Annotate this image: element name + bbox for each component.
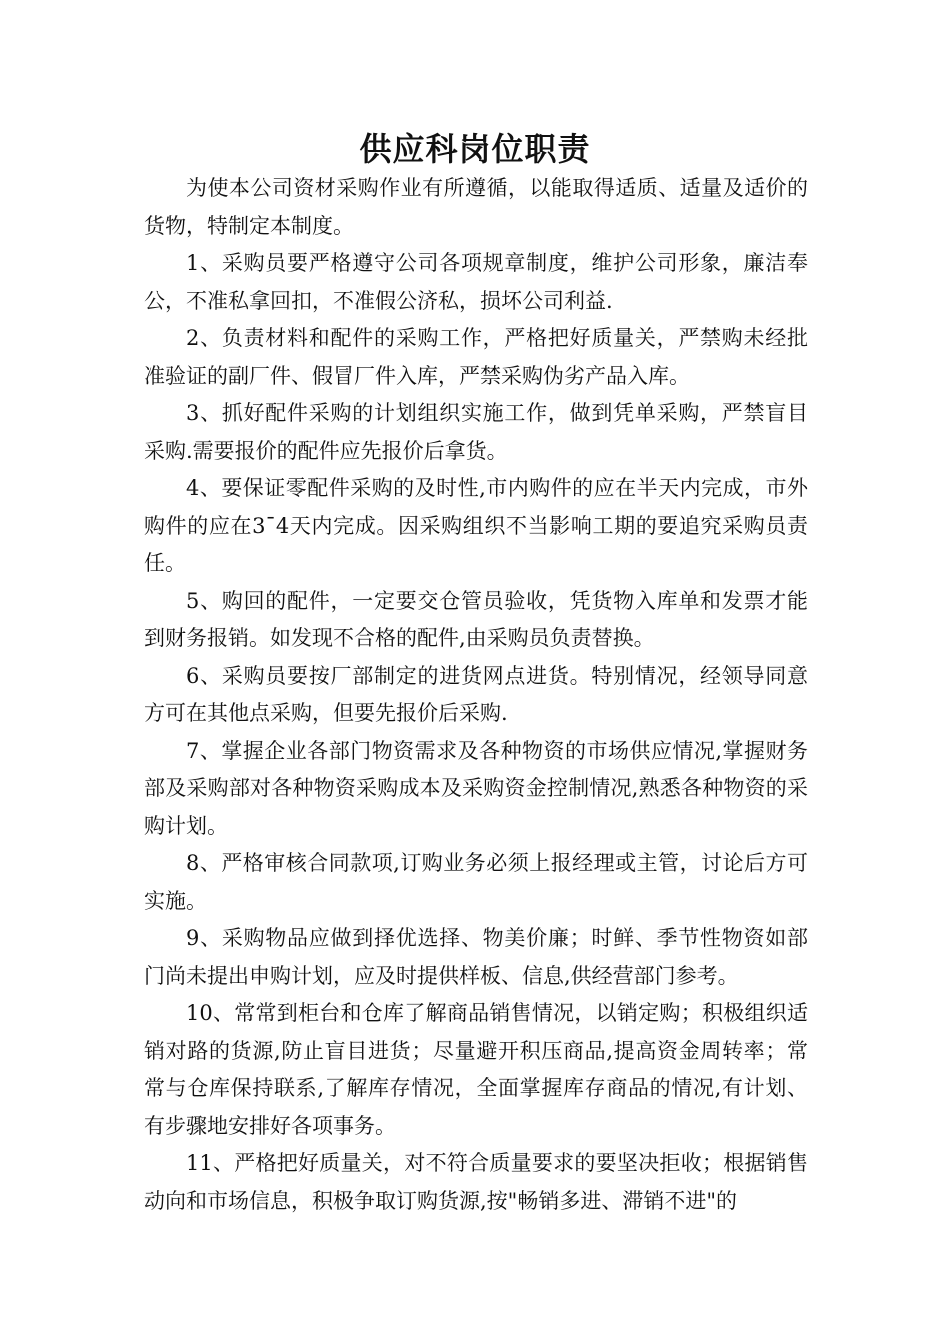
duty-item-5: 5、购回的配件，一定要交仓管员验收，凭货物入库单和发票才能到财务报销。如发现不合格的配件,由采购员负责替换。 <box>144 588 808 650</box>
duty-item-11: 11、严格把好质量关，对不符合质量要求的要坚决拒收；根据销售动向和市场信息，积极争取订购货源,按"畅销多进、滞销不进"的 <box>144 1151 808 1213</box>
document-title: 供应科岗位职责 <box>359 130 591 168</box>
duty-item-3: 3、抓好配件采购的计划组织实施工作，做到凭单采购，严禁盲目采购.需要报价的配件应先报价后拿货。 <box>144 401 808 463</box>
duty-item-10: 10、常常到柜台和仓库了解商品销售情况，以销定购；积极组织适销对路的货源,防止盲目进货；尽量避开积压商品,提高资金周转率；常常与仓库保持联系,了解库存情况，全面掌握库存商品的情况,有计划、有步骤地安排好各项事务。 <box>144 1001 808 1138</box>
duty-item-6: 6、采购员要按厂部制定的进货网点进货。特别情况，经领导同意方可在其他点采购，但要先报价后采购. <box>144 663 808 725</box>
duty-item-7: 7、掌握企业各部门物资需求及各种物资的市场供应情况,掌握财务部及采购部对各种物资采购成本及采购资金控制情况,熟悉各种物资的采购计划。 <box>144 738 808 838</box>
duty-item-9: 9、采购物品应做到择优选择、物美价廉；时鲜、季节性物资如部门尚未提出申购计划，应及时提供样板、信息,供经营部门参考。 <box>144 926 808 988</box>
duty-item-1: 1、采购员要严格遵守公司各项规章制度，维护公司形象，廉洁奉公，不准私拿回扣，不准假公济私，损坏公司利益. <box>144 251 808 313</box>
duty-item-8: 8、严格审核合同款项,订购业务必须上报经理或主管，讨论后方可实施。 <box>144 851 808 913</box>
duty-item-2: 2、负责材料和配件的采购工作，严格把好质量关，严禁购未经批准验证的副厂件、假冒厂件入库，严禁采购伪劣产品入库。 <box>144 326 808 388</box>
duty-item-4: 4、要保证零配件采购的及时性,市内购件的应在半天内完成，市外购件的应在3¯4天内完成。因采购组织不当影响工期的要追究采购员责任。 <box>144 476 808 575</box>
intro-paragraph: 为使本公司资材采购作业有所遵循，以能取得适质、适量及适价的货物，特制定本制度。 <box>144 176 808 238</box>
document-body <box>144 170 808 1220</box>
